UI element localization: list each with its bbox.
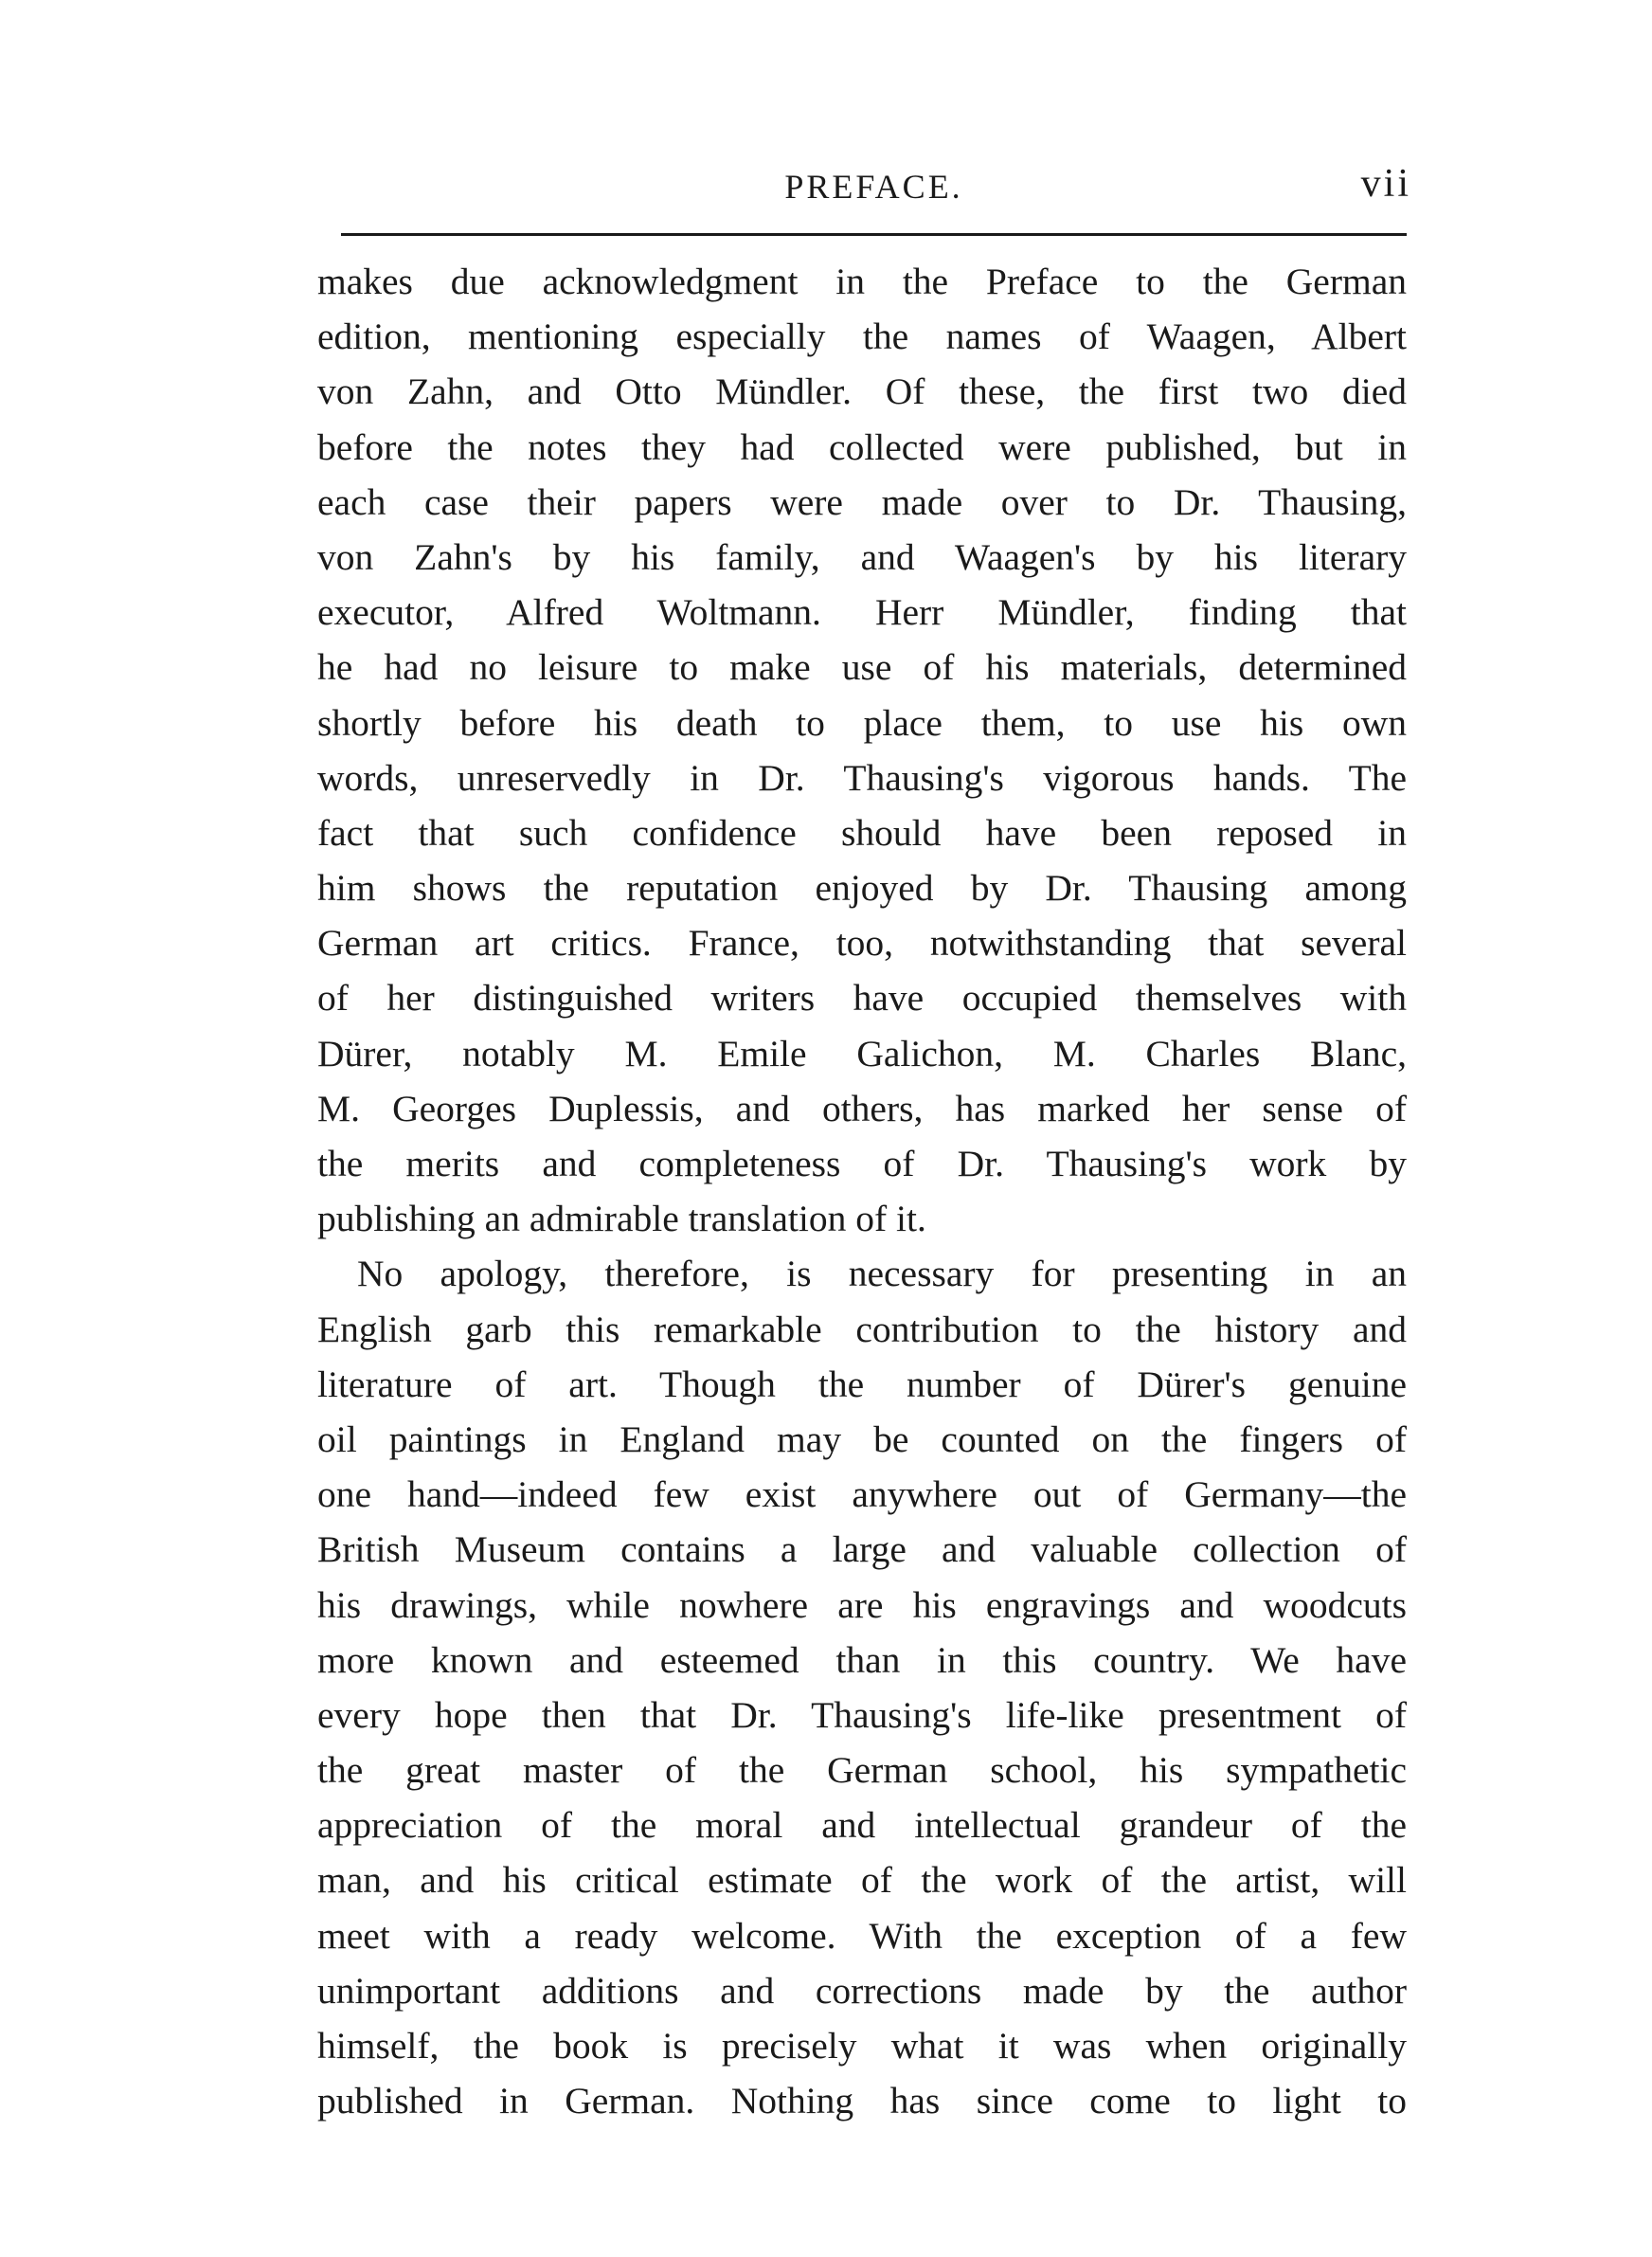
text-line: him shows the reputation enjoyed by Dr. Thausing among xyxy=(317,867,1407,910)
text-line: one hand—indeed few exist anywhere out of Germany—the xyxy=(317,1473,1407,1516)
text-line: von Zahn's by his family, and Waagen's by his literary xyxy=(317,535,1407,578)
text-line: executor, Alfred Woltmann. Herr Mündler, finding that xyxy=(317,591,1407,634)
header-rule xyxy=(341,233,1407,236)
text-line: of her distinguished writers have occupied themselves with xyxy=(317,977,1407,1020)
text-line: the merits and completeness of Dr. Thausing's work by xyxy=(317,1143,1407,1184)
text-line: English garb this remarkable contribution to the history and xyxy=(317,1308,1407,1350)
text-line: German art critics. France, too, notwithstanding that several xyxy=(317,922,1407,965)
text-line: shortly before his death to place them, to use his own xyxy=(317,701,1407,744)
text-line: M. Georges Duplessis, and others, has marked her sense of xyxy=(317,1087,1407,1129)
text-line: man, and his critical estimate of the work of the artist, will xyxy=(317,1859,1407,1902)
text-line: published in German. Nothing has since come to light to xyxy=(317,2080,1407,2122)
text-line: von Zahn, and Otto Mündler. Of these, the first two died xyxy=(317,370,1407,413)
running-head xyxy=(336,161,1411,218)
text-line: himself, the book is precisely what it was when originally xyxy=(317,2025,1407,2067)
text-line: words, unreservedly in Dr. Thausing's vigorous hands. The xyxy=(317,756,1407,799)
paragraph-first-line: No apology, therefore, is necessary for presenting in an xyxy=(357,1253,1407,1295)
text-line: more known and esteemed than in this country. We have xyxy=(317,1638,1407,1681)
running-title: PREFACE. xyxy=(784,168,963,206)
page-number: vii xyxy=(1360,162,1411,206)
text-line: before the notes they had collected were published, but in xyxy=(317,425,1407,468)
text-line: meet with a ready welcome. With the exception of a few xyxy=(317,1914,1407,1957)
text-line: oil paintings in England may be counted on the fingers of xyxy=(317,1417,1407,1460)
text-line: literature of art. Though the number of Dürer's genuine xyxy=(317,1363,1407,1405)
text-line: edition, mentioning especially the names of Waagen, Albert xyxy=(317,316,1407,358)
text-line: appreciation of the moral and intellectual grandeur of the xyxy=(317,1804,1407,1847)
text-line: makes due acknowledgment in the Preface to the German xyxy=(317,261,1407,302)
text-line: British Museum contains a large and valuable collection of xyxy=(317,1528,1407,1571)
paragraph-last-line: publishing an admirable translation of it. xyxy=(317,1198,926,1240)
text-line: the great master of the German school, his sympathetic xyxy=(317,1749,1407,1792)
text-line: Dürer, notably M. Emile Galichon, M. Charles Blanc, xyxy=(317,1032,1407,1074)
body-text xyxy=(317,254,1407,2128)
text-line: fact that such confidence should have been reposed in xyxy=(317,811,1407,854)
text-line: every hope then that Dr. Thausing's life-like presentment of xyxy=(317,1693,1407,1736)
text-line: unimportant additions and corrections made by the author xyxy=(317,1969,1407,2012)
text-line: each case their papers were made over to Dr. Thausing, xyxy=(317,480,1407,523)
text-line: his drawings, while nowhere are his engravings and woodcuts xyxy=(317,1583,1407,1626)
text-line: he had no leisure to make use of his materials, determined xyxy=(317,646,1407,689)
